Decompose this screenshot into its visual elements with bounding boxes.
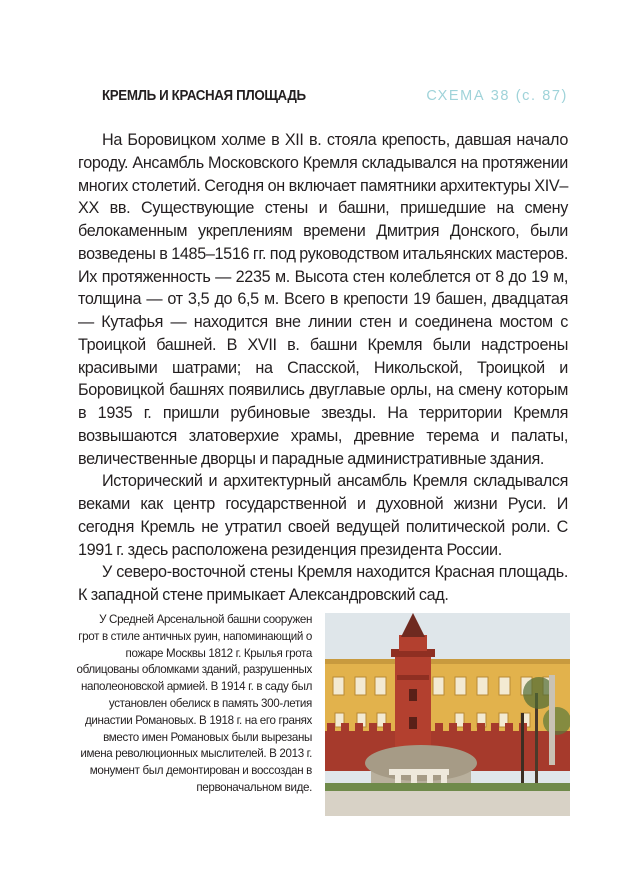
scheme-reference: СХЕМА 38 (с. 87): [426, 88, 568, 104]
obelisk: [549, 675, 555, 765]
article-body: [78, 129, 568, 607]
paragraph: У северо-восточной стены Кремля находится Красная площадь. К западной стене примыкает Александровский сад.: [78, 563, 568, 604]
photo-caption: У Средней Арсенальной башни сооружен грот в стиле античных руин, напоминающий о пожаре Москвы 1812 г. Крылья грота облицованы обломками зданий, разрушенных наполеоновской армией. В 1914 г. в саду был установлен обелиск в память 300-летия династии Романовых. В 1918 г. на его гранях вместо имен Романовых были вырезаны имена революционных мыслителей. В 2013 г. монумент был демонтирован и воссоздан в первоначальном виде.: [76, 613, 312, 794]
garden-path: [325, 789, 570, 816]
paragraph: На Боровицком холме в XII в. стояла крепость, давшая начало городу. Ансамбль Московского Кремля складывался на протяжении многих столетий. Сегодня он включает памятники архитектуры XIV–XX вв. Существующие стены и башни, пришедшие на смену белокаменным укреплениям времени Дмитрия Донского, были возведены в 1485–1516 гг. под руководством итальянских мастеров. Их протяженность — 2235 м. Высота стен колеблется от 8 до 19 м, толщина — от 3,5 до 6,5 м. Всего в крепости 19 башен, двадцатая — Кутафья — находится вне линии стен и соединена мостом с Троицкой башней. В XVII в. башни Кремля были надстроены красивыми шатрами; на Спасской, Никольской, Троицкой и Боровицкой башнях появились двуглавые орлы, на смену которым в 1935 г. пришли рубиновые звезды. На территории Кремля возвышаются златоверхие храмы, древние терема и палаты, величественные дворцы и парадные административные здания.: [78, 131, 568, 468]
kremlin-tower-grotto-photo: [325, 613, 570, 816]
page-header: [102, 88, 572, 112]
section-title: КРЕМЛЬ И КРАСНАЯ ПЛОЩАДЬ: [102, 88, 306, 104]
paragraph: Исторический и архитектурный ансамбль Кремля складывался веками как центр государственной и духовной жизни Руси. И сегодня Кремль не утратил своей ведущей политической роли. С 1991 г. здесь расположена резиденция президента России.: [78, 472, 568, 559]
